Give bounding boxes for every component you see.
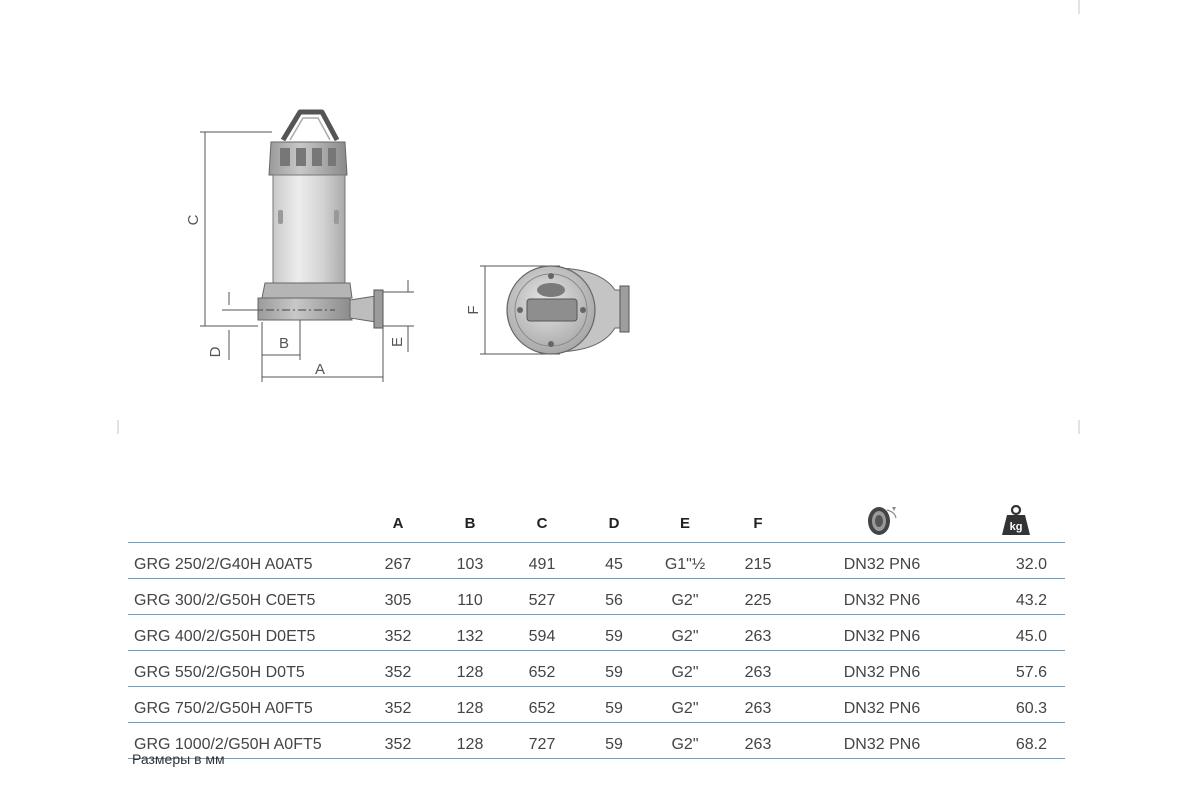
cell-e: G2" — [652, 579, 718, 615]
cell-f: 263 — [718, 651, 798, 687]
cell-e: G2" — [652, 723, 718, 759]
kg-icon-text: kg — [1009, 521, 1022, 533]
cell-a: 352 — [364, 615, 432, 651]
cell-flange: DN32 PN6 — [798, 543, 966, 579]
pump-top-view — [507, 266, 629, 354]
pump-side-view — [250, 112, 383, 328]
cell-model: GRG 250/2/G40H A0AT5 — [128, 543, 364, 579]
header-b: B — [432, 504, 508, 543]
pump-handle — [283, 112, 337, 140]
cell-c: 652 — [508, 651, 576, 687]
cell-b: 128 — [432, 723, 508, 759]
cell-flange: DN32 PN6 — [798, 579, 966, 615]
kg-weight-icon — [999, 505, 1033, 537]
cell-d: 59 — [576, 687, 652, 723]
dim-label-d: D — [207, 346, 224, 358]
cell-a: 305 — [364, 579, 432, 615]
cell-a: 352 — [364, 687, 432, 723]
page-tick-mark — [117, 420, 119, 434]
pump-discharge-pipe — [350, 296, 376, 322]
header-e: E — [652, 504, 718, 543]
cell-b: 128 — [432, 687, 508, 723]
dim-label-c: C — [185, 214, 202, 226]
cell-model: GRG 1000/2/G50H A0FT5 — [128, 723, 364, 759]
cell-flange: DN32 PN6 — [798, 687, 966, 723]
cell-weight: 68.2 — [966, 723, 1065, 759]
table-row — [128, 543, 1065, 579]
cell-d: 59 — [576, 651, 652, 687]
pump-motor-body — [273, 175, 345, 283]
cell-d: 45 — [576, 543, 652, 579]
pump-flange-icon — [862, 504, 902, 538]
table-row — [128, 651, 1065, 687]
cell-d: 56 — [576, 579, 652, 615]
cell-a: 352 — [364, 723, 432, 759]
cell-model: GRG 750/2/G50H A0FT5 — [128, 687, 364, 723]
header-model — [128, 504, 364, 543]
table-row — [128, 579, 1065, 615]
cell-c: 491 — [508, 543, 576, 579]
cell-c: 594 — [508, 615, 576, 651]
cell-flange: DN32 PN6 — [798, 651, 966, 687]
header-a: A — [364, 504, 432, 543]
header-f: F — [718, 504, 798, 543]
dimensions-note: Размеры в мм — [132, 751, 225, 767]
cell-c: 652 — [508, 687, 576, 723]
page-tick-mark — [1078, 420, 1080, 434]
header-flange — [798, 504, 966, 543]
cell-weight: 60.3 — [966, 687, 1065, 723]
dimension-lines — [200, 132, 560, 382]
cell-model: GRG 300/2/G50H C0ET5 — [128, 579, 364, 615]
cell-weight: 32.0 — [966, 543, 1065, 579]
cell-a: 352 — [364, 651, 432, 687]
cell-c: 527 — [508, 579, 576, 615]
cell-c: 727 — [508, 723, 576, 759]
cell-e: G2" — [652, 651, 718, 687]
cell-f: 215 — [718, 543, 798, 579]
pump-discharge-flange — [374, 290, 383, 328]
cell-b: 103 — [432, 543, 508, 579]
dim-label-a: A — [314, 361, 326, 378]
cell-e: G1"½ — [652, 543, 718, 579]
cell-weight: 43.2 — [966, 579, 1065, 615]
table-row — [128, 723, 1065, 759]
cell-f: 263 — [718, 615, 798, 651]
cell-a: 267 — [364, 543, 432, 579]
cell-e: G2" — [652, 615, 718, 651]
cell-b: 128 — [432, 651, 508, 687]
header-d: D — [576, 504, 652, 543]
pump-spec-table — [128, 504, 1065, 759]
cell-model: GRG 550/2/G50H D0T5 — [128, 651, 364, 687]
cell-b: 110 — [432, 579, 508, 615]
table-header-row — [128, 504, 1065, 543]
dim-label-f: F — [465, 305, 482, 315]
cell-f: 263 — [718, 723, 798, 759]
table-row — [128, 615, 1065, 651]
cell-weight: 57.6 — [966, 651, 1065, 687]
header-weight — [966, 504, 1065, 543]
cell-flange: DN32 PN6 — [798, 723, 966, 759]
cell-weight: 45.0 — [966, 615, 1065, 651]
pump-volute — [262, 283, 352, 298]
cell-d: 59 — [576, 615, 652, 651]
cell-f: 263 — [718, 687, 798, 723]
table-row — [128, 687, 1065, 723]
dim-label-e: E — [389, 336, 406, 348]
dim-label-b: B — [278, 335, 290, 352]
cell-b: 132 — [432, 615, 508, 651]
cell-e: G2" — [652, 687, 718, 723]
cell-d: 59 — [576, 723, 652, 759]
header-c: C — [508, 504, 576, 543]
pump-top-flange — [620, 286, 629, 332]
cell-model: GRG 400/2/G50H D0ET5 — [128, 615, 364, 651]
cell-flange: DN32 PN6 — [798, 615, 966, 651]
cell-f: 225 — [718, 579, 798, 615]
